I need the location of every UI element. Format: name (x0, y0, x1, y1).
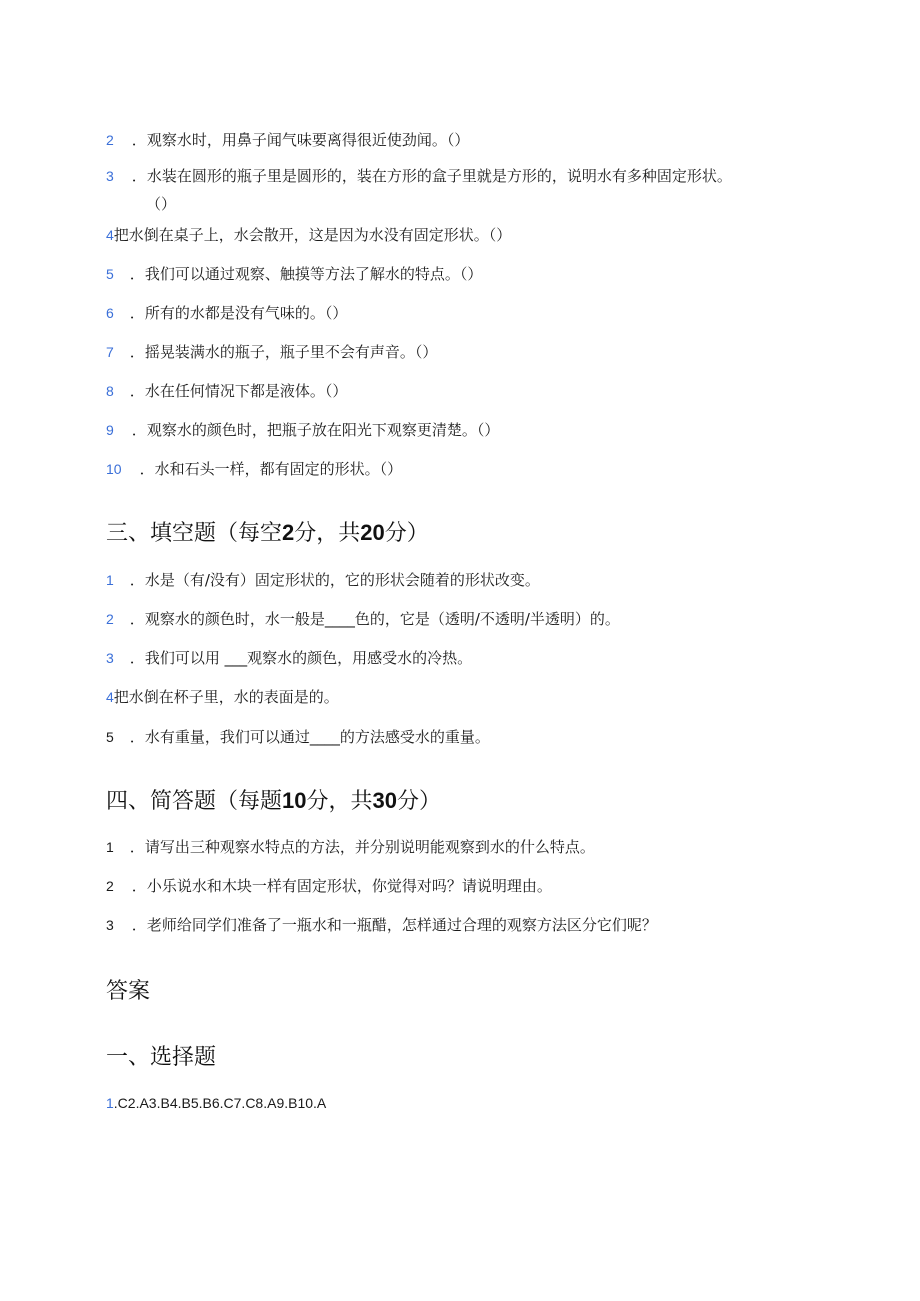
item-text: 请写出三种观察水特点的方法，并分别说明能观察到水的什么特点。 (144, 838, 595, 856)
item-number: 6 (106, 305, 114, 321)
item-text: 摇晃装满水的瓶子，瓶子里不会有声音。（） (144, 343, 438, 361)
item-number: 1 (106, 1095, 114, 1111)
fill-item-4 (106, 687, 339, 707)
fill-item-2: 2 ．观察水的颜色时，水一般是____色的，它是（透明/不透明/半透明）的。 (106, 610, 620, 628)
judge-item-2: 2 ．观察水时，用鼻子闻气味要离得很近使劲闻。（） (106, 131, 470, 149)
item-text: 我们可以用 ___观察水的颜色，用感受水的冷热。 (144, 649, 473, 667)
item-text: 小乐说水和木块一样有固定形状，你觉得对吗？请说明理由。 (146, 877, 552, 895)
item-text: 水有重量，我们可以通过____的方法感受水的重量。 (144, 728, 490, 746)
judge-item-8: 8 ．水在任何情况下都是液体。（） (106, 382, 348, 400)
item-number: 3 (106, 168, 114, 184)
item-number: 5 (106, 266, 114, 282)
item-number: 7 (106, 344, 114, 360)
fill-item-3: 3 ．我们可以用 ___观察水的颜色，用感受水的冷热。 (106, 649, 473, 667)
item-number: 1 (106, 572, 114, 588)
item-number: 2 (106, 878, 114, 894)
item-number: 3 (106, 917, 114, 933)
item-text: 水是（有/没有）固定形状的，它的形状会随着的形状改变。 (144, 571, 540, 589)
judge-item-6: 6 ．所有的水都是没有气味的。（） (106, 304, 348, 322)
judge-item-5: 5 ．我们可以通过观察、触摸等方法了解水的特点。（） (106, 265, 483, 283)
item-text: 水装在圆形的瓶子里是圆形的，装在方形的盒子里就是方形的，说明水有多种固定形状。 (146, 167, 732, 185)
section-heading-fill: 三、填空题（每空2分，共20分） (106, 520, 429, 546)
item-text: 水和石头一样，都有固定的形状。（） (154, 460, 403, 478)
short-item-1: 1 ．请写出三种观察水特点的方法，并分别说明能观察到水的什么特点。 (106, 838, 595, 856)
item-number: 4 (106, 227, 114, 243)
fill-item-5: 5 ．水有重量，我们可以通过____的方法感受水的重量。 (106, 728, 490, 746)
item-number: 1 (106, 839, 114, 855)
item-text: 我们可以通过观察、触摸等方法了解水的特点。（） (144, 265, 483, 283)
item-text: 所有的水都是没有气味的。（） (144, 304, 348, 322)
judge-item-3-continuation: （） (146, 195, 177, 213)
item-number: 2 (106, 611, 114, 627)
answers-title: 答案 (106, 979, 151, 1004)
item-text: 观察水的颜色时，水一般是____色的，它是（透明/不透明/半透明）的。 (144, 610, 620, 628)
short-item-3: 3 ．老师给同学们准备了一瓶水和一瓶醋，怎样通过合理的观察方法区分它们呢？ (106, 916, 657, 934)
item-number: 3 (106, 650, 114, 666)
fill-item-1: 1 ．水是（有/没有）固定形状的，它的形状会随着的形状改变。 (106, 571, 540, 589)
answer-text: .C2.A3.B4.B5.B6.C7.C8.A9.B10.A (113, 1095, 327, 1111)
answers-section1-title: 一、选择题 (106, 1045, 217, 1070)
judge-item-3: 3 ．水装在圆形的瓶子里是圆形的，装在方形的盒子里就是方形的，说明水有多种固定形状。 (106, 167, 732, 185)
item-text: 把水倒在杯子里，水的表面是的。 (113, 688, 339, 706)
item-number: 8 (106, 383, 114, 399)
item-text: 把水倒在桌子上，水会散开，这是因为水没有固定形状。（） (113, 226, 512, 244)
item-text: 水在任何情况下都是液体。（） (144, 382, 348, 400)
judge-item-10: 10 ．水和石头一样，都有固定的形状。（） (106, 460, 403, 478)
item-text: 老师给同学们准备了一瓶水和一瓶醋，怎样通过合理的观察方法区分它们呢？ (146, 916, 657, 934)
item-number: 4 (106, 689, 114, 705)
judge-item-9: 9 ．观察水的颜色时，把瓶子放在阳光下观察更清楚。（） (106, 421, 500, 439)
judge-item-7: 7 ．摇晃装满水的瓶子，瓶子里不会有声音。（） (106, 343, 438, 361)
item-text: 观察水时，用鼻子闻气味要离得很近使劲闻。（） (146, 131, 470, 149)
item-number: 9 (106, 422, 114, 438)
item-number: 2 (106, 132, 114, 148)
answers-choice-line (106, 1094, 326, 1112)
judge-item-4 (106, 225, 511, 245)
item-number: 10 (106, 461, 122, 477)
item-text: 观察水的颜色时，把瓶子放在阳光下观察更清楚。（） (146, 421, 500, 439)
short-item-2: 2 ．小乐说水和木块一样有固定形状，你觉得对吗？请说明理由。 (106, 877, 552, 895)
section-heading-short: 四、简答题（每题10分，共30分） (106, 788, 442, 814)
item-number: 5 (106, 729, 114, 745)
